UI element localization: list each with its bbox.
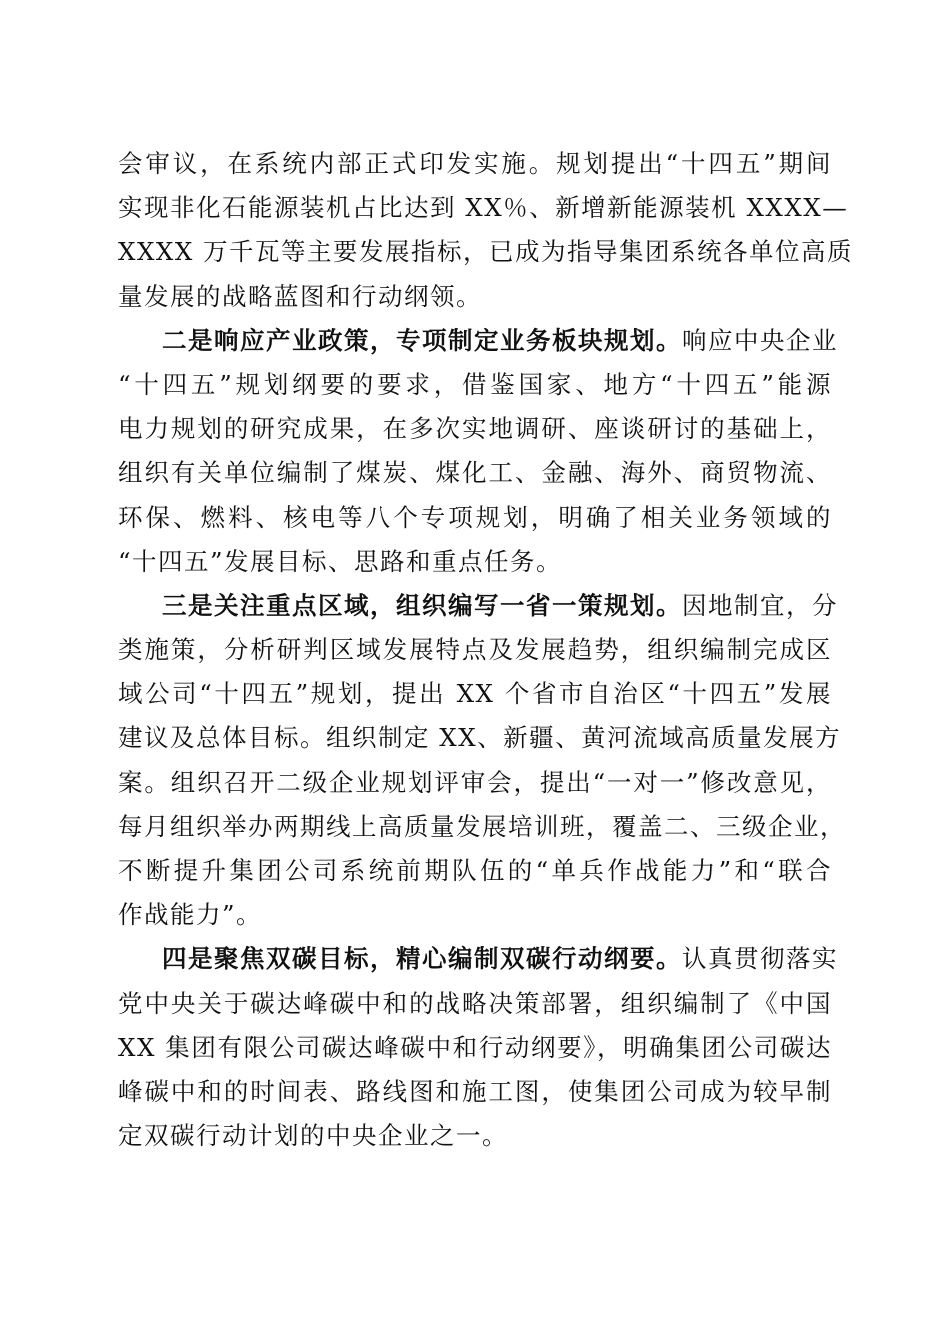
text-line: 实现非化石能源装机占比达到 XX％、新增新能源装机 XXXX— (118, 193, 849, 223)
text-line: 类施策，分析研判区域发展特点及发展趋势，组织编制完成区 (118, 635, 832, 665)
paragraph-heading: 四是聚焦双碳目标，精心编制双碳行动纲要。 (162, 944, 682, 974)
paragraph-2 (118, 319, 838, 584)
text-line: “十四五”发展目标、思路和重点任务。 (118, 546, 563, 576)
text-line: 峰碳中和的时间表、路线图和施工图，使集团公司成为较早制 (118, 1076, 832, 1106)
text-fragment: 响应中央企业 (682, 325, 838, 355)
text-line: XXXX 万千瓦等主要发展指标，已成为指导集团系统各单位高质 (118, 237, 854, 267)
text-line: 会审议，在系统内部正式印发实施。规划提出“十四五”期间 (118, 149, 832, 178)
text-line: 组织有关单位编制了煤炭、煤化工、金融、海外、商贸物流、 (118, 458, 832, 488)
text-line: XX 集团有限公司碳达峰碳中和行动纲要》，明确集团公司碳达 (118, 1032, 832, 1062)
text-line: 每月组织举办两期线上高质量发展培训班，覆盖二、三级企业， (118, 811, 846, 841)
text-line (118, 584, 838, 628)
body-text (118, 142, 854, 1158)
paragraph-heading: 三是关注重点区域，组织编写一省一策规划。 (162, 590, 682, 620)
paragraph-4 (118, 937, 838, 1158)
text-line (118, 937, 838, 981)
text-line (118, 319, 838, 363)
text-fragment: 因地制宜，分 (682, 590, 838, 620)
text-line: 案。组织召开二级企业规划评审会，提出“一对一”修改意见， (118, 767, 832, 797)
text-line: 电力规划的研究成果，在多次实地调研、座谈研讨的基础上， (118, 414, 832, 444)
text-line: 域公司“十四五”规划，提出 XX 个省市自治区“十四五”发展 (118, 679, 832, 709)
text-line: 作战能力”。 (118, 900, 263, 930)
paragraph-heading: 二是响应产业政策，专项制定业务板块规划。 (162, 325, 682, 355)
text-line: 建议及总体目标。组织制定 XX、新疆、黄河流域高质量发展方 (118, 723, 842, 753)
paragraph-3 (118, 584, 846, 938)
text-line: 环保、燃料、核电等八个专项规划，明确了相关业务领域的 (118, 502, 832, 532)
text-line: 定双碳行动计划的中央企业之一。 (118, 1121, 508, 1151)
text-line: “十四五”规划纲要的要求，借鉴国家、地方“十四五”能源 (118, 369, 832, 399)
text-line: 不断提升集团公司系统前期队伍的“单兵作战能力”和“联合 (118, 856, 832, 885)
text-fragment: 认真贯彻落实 (682, 944, 838, 974)
paragraph-1 (118, 142, 854, 319)
text-line: 量发展的战略蓝图和行动纲领。 (118, 281, 482, 311)
text-line: 党中央关于碳达峰碳中和的战略决策部署，组织编制了《中国 (118, 988, 832, 1018)
